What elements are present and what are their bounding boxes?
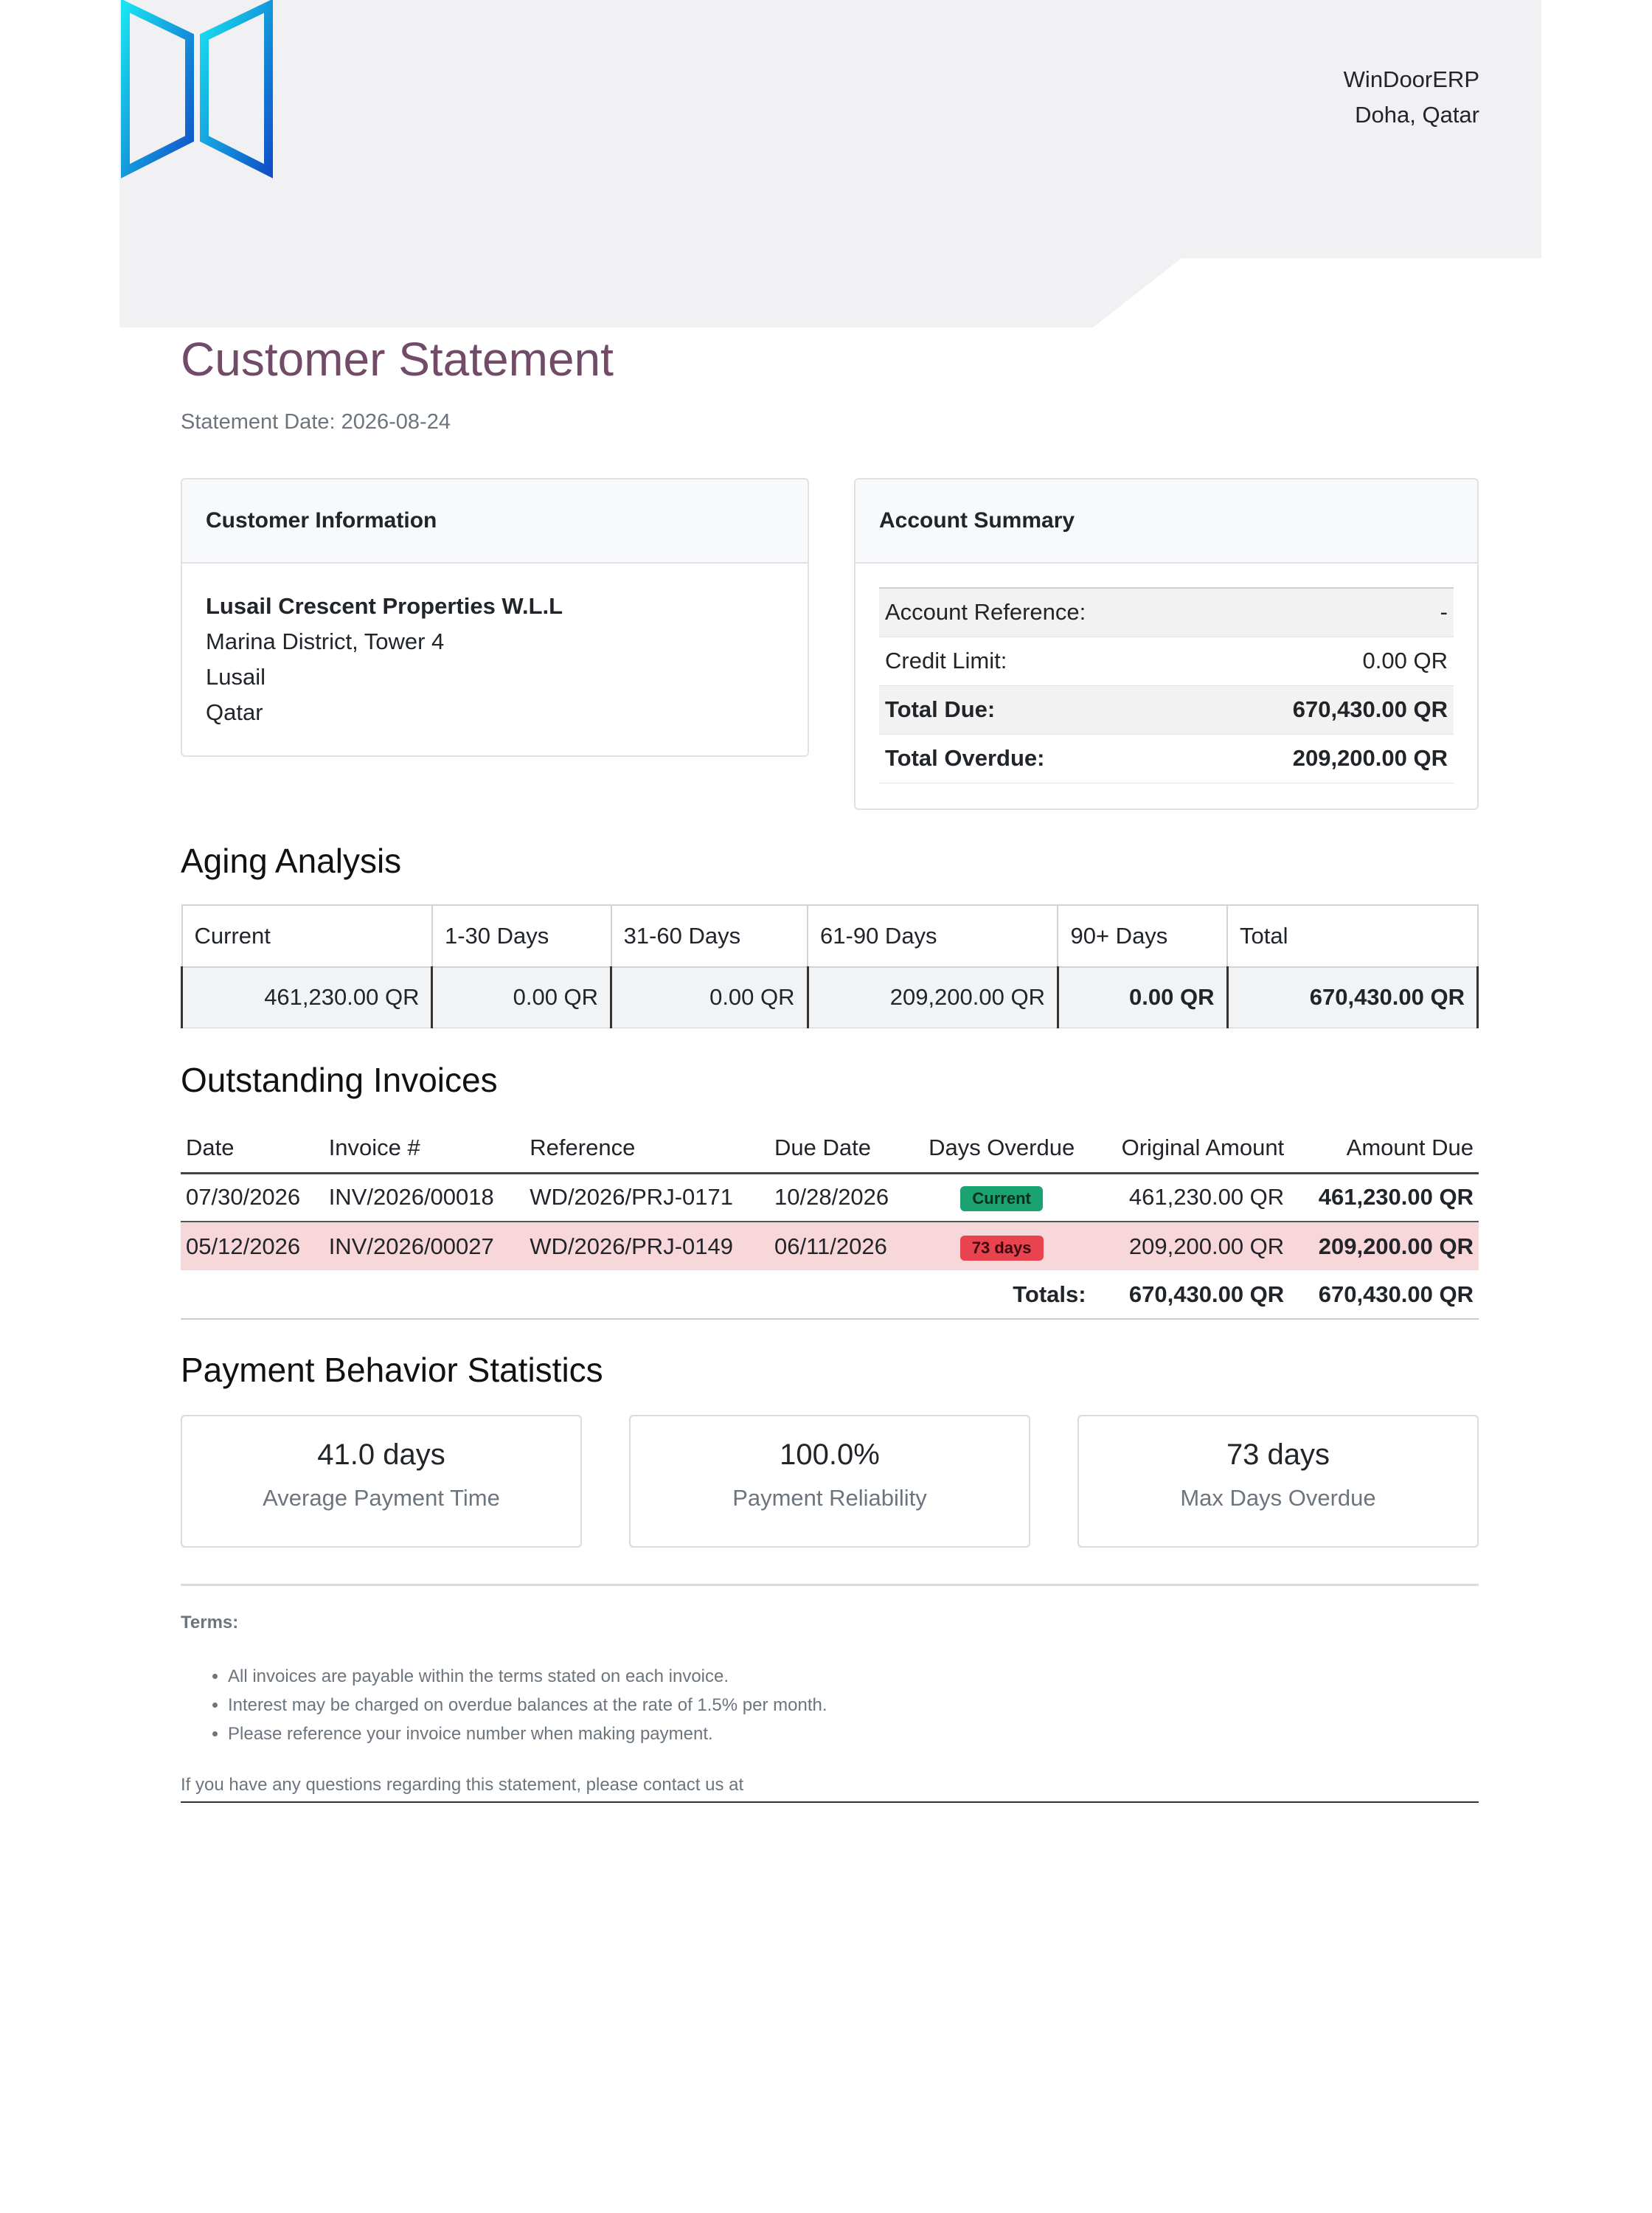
- invoice-due-date: 06/11/2026: [769, 1222, 912, 1270]
- summary-row: [879, 588, 1454, 637]
- stat-label: Payment Reliability: [732, 1485, 927, 1511]
- account-summary-card: [854, 478, 1479, 810]
- summary-label: Credit Limit:: [879, 637, 1201, 685]
- aging-value: 0.00 QR: [1058, 967, 1227, 1028]
- invoice-header: Date: [181, 1124, 324, 1173]
- invoice-amount-due: 461,230.00 QR: [1289, 1173, 1479, 1222]
- stat-card-max-overdue: [1077, 1415, 1479, 1548]
- list-item: • Interest may be charged on overdue balances at the rate of 1.5% per month.: [228, 1691, 827, 1720]
- totals-row: [181, 1270, 1479, 1319]
- status-badge: Current: [960, 1186, 1042, 1211]
- stat-value: 41.0 days: [317, 1438, 445, 1471]
- stat-label: Max Days Overdue: [1180, 1485, 1376, 1511]
- summary-value: 670,430.00 QR: [1201, 685, 1454, 734]
- customer-city: Lusail: [206, 664, 266, 690]
- list-item: • Please reference your invoice number when making payment.: [228, 1720, 827, 1748]
- status-badge: 73 days: [960, 1236, 1044, 1261]
- page-title: Customer Statement: [181, 333, 614, 386]
- aging-header: 61-90 Days: [808, 905, 1058, 967]
- statement-date: Statement Date: 2026-08-24: [181, 410, 451, 434]
- invoice-reference: WD/2026/PRJ-0149: [524, 1222, 769, 1270]
- summary-label: Total Overdue:: [879, 734, 1201, 783]
- aging-header: 90+ Days: [1058, 905, 1227, 967]
- account-summary-table: [879, 587, 1454, 783]
- company-name: WinDoorERP: [1343, 66, 1479, 92]
- invoice-number: INV/2026/00018: [324, 1173, 525, 1222]
- stat-value: 73 days: [1226, 1438, 1330, 1471]
- aging-table: [181, 904, 1479, 1028]
- table-row: [181, 1222, 1479, 1270]
- aging-value: 0.00 QR: [611, 967, 808, 1028]
- invoice-header: Original Amount: [1092, 1124, 1290, 1173]
- aging-value: 461,230.00 QR: [182, 967, 432, 1028]
- invoice-date: 07/30/2026: [181, 1173, 324, 1222]
- customer-country: Qatar: [206, 699, 263, 725]
- aging-value: 209,200.00 QR: [808, 967, 1058, 1028]
- totals-label: Totals:: [181, 1270, 1092, 1319]
- account-summary-heading: Account Summary: [856, 479, 1477, 564]
- aging-value: 670,430.00 QR: [1227, 967, 1478, 1028]
- aging-header: Total: [1227, 905, 1478, 967]
- invoice-header: Due Date: [769, 1124, 912, 1173]
- aging-heading: Aging Analysis: [181, 842, 402, 880]
- invoice-reference: WD/2026/PRJ-0171: [524, 1173, 769, 1222]
- header-background: [119, 0, 1541, 328]
- aging-header: 31-60 Days: [611, 905, 808, 967]
- invoice-date: 05/12/2026: [181, 1222, 324, 1270]
- summary-value: -: [1201, 588, 1454, 637]
- stat-label: Average Payment Time: [263, 1485, 500, 1511]
- stat-value: 100.0%: [780, 1438, 880, 1471]
- terms-label: Terms:: [181, 1613, 239, 1632]
- summary-value: 0.00 QR: [1201, 637, 1454, 685]
- invoice-header: Amount Due: [1289, 1124, 1479, 1173]
- aging-value: 0.00 QR: [432, 967, 611, 1028]
- summary-label: Total Due:: [879, 685, 1201, 734]
- invoice-header: Days Overdue: [912, 1124, 1092, 1173]
- invoice-number: INV/2026/00027: [324, 1222, 525, 1270]
- invoices-table: [181, 1124, 1479, 1320]
- customer-info-heading: Customer Information: [182, 479, 808, 564]
- customer-address: Marina District, Tower 4: [206, 628, 445, 654]
- customer-info-card: [181, 478, 809, 757]
- invoice-original-amount: 461,230.00 QR: [1092, 1173, 1290, 1222]
- header-band: [119, 0, 1541, 328]
- company-block: [1344, 62, 1479, 133]
- aging-header: Current: [182, 905, 432, 967]
- total-original-amount: 670,430.00 QR: [1092, 1270, 1290, 1319]
- summary-label: Account Reference:: [879, 588, 1201, 637]
- terms-list: [181, 1662, 827, 1748]
- customer-name: Lusail Crescent Properties W.L.L: [206, 593, 563, 619]
- list-item: • All invoices are payable within the terms stated on each invoice.: [228, 1662, 827, 1691]
- total-amount-due: 670,430.00 QR: [1289, 1270, 1479, 1319]
- invoice-header: Reference: [524, 1124, 769, 1173]
- invoice-header: Invoice #: [324, 1124, 525, 1173]
- stat-card-average-payment: [181, 1415, 582, 1548]
- invoice-original-amount: 209,200.00 QR: [1092, 1222, 1290, 1270]
- invoice-amount-due: 209,200.00 QR: [1289, 1222, 1479, 1270]
- aging-header: 1-30 Days: [432, 905, 611, 967]
- stat-card-reliability: [629, 1415, 1030, 1548]
- payment-stats-heading: Payment Behavior Statistics: [181, 1351, 603, 1389]
- invoices-heading: Outstanding Invoices: [181, 1061, 498, 1099]
- windoor-logo-icon: [119, 0, 274, 180]
- table-row: [181, 1173, 1479, 1222]
- summary-row: [879, 637, 1454, 685]
- divider: [181, 1584, 1479, 1586]
- summary-value: 209,200.00 QR: [1201, 734, 1454, 783]
- contact-note: If you have any questions regarding this statement, please contact us at: [181, 1775, 1479, 1803]
- invoice-due-date: 10/28/2026: [769, 1173, 912, 1222]
- summary-row: [879, 685, 1454, 734]
- summary-row: [879, 734, 1454, 783]
- company-location: Doha, Qatar: [1355, 102, 1479, 128]
